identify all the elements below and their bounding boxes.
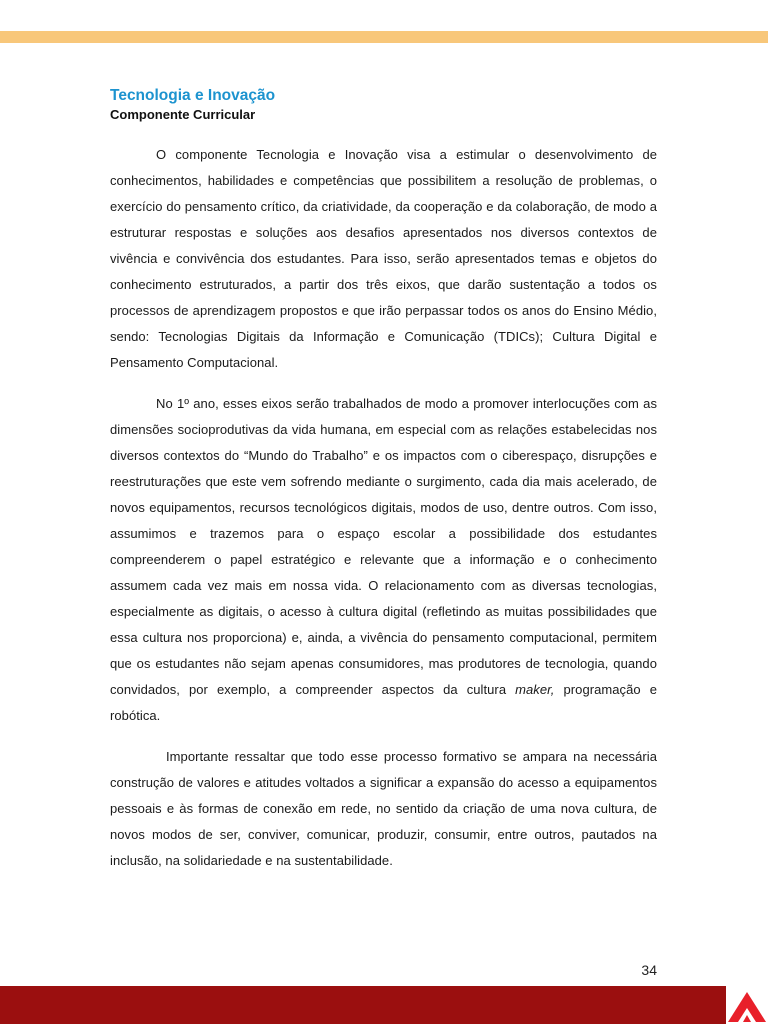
footer-decorative-bar <box>0 986 726 1024</box>
page-number: 34 <box>641 962 657 978</box>
mountain-logo-icon <box>726 986 768 1024</box>
paragraph-3: Importante ressaltar que todo esse processo formativo se ampara na necessária construção de valores e atitudes voltados a significar a expansão do acesso a equipamentos pessoais e às formas de conexão em rede, no sentido da criação de uma nova cultura, de novos modos de ser, conviver, comunicar, produzir, consumir, entre outros, pautados na inclusão, na solidariedade e na sustentabilidade. <box>110 749 657 868</box>
paragraph-2-text-end: programação e robótica. <box>110 682 657 723</box>
section-subtitle: Componente Curricular <box>110 107 256 122</box>
paragraph-2-italic-term: maker, <box>515 682 555 697</box>
paragraph-1: O componente Tecnologia e Inovação visa a estimular o desenvolvimento de conhecimentos, habilidades e competências que possibilitem a resolução de problemas, o exercício do pensamento crítico, da criatividade, da cooperação e da colaboração, de modo a estruturar respostas e soluções aos desafios apresentados nos diversos contextos de vivência e convivência dos estudantes. Para isso, serão apresentados temas e objetos do conhecimento estruturados, a partir dos três eixos, que darão sustentação a todos os processos de aprendizagem propostos e que irão perpassar todos os anos do Ensino Médio, sendo: Tecnologias Digitais da Informação e Comunicação (TDICs); Cultura Digital e Pensamento Computacional. <box>110 147 657 370</box>
section-title: Tecnologia e Inovação <box>110 87 276 104</box>
header-decorative-bar <box>0 31 768 43</box>
paragraph-2-text: No 1º ano, esses eixos serão trabalhados de modo a promover interlocuções com as dimensões socioprodutivas da vida humana, em especial com as relações estabelecidas nos diversos contextos do “Mundo do Trabalho” e os impactos com o ciberespaço, disrupções e reestruturações que este vem sofrendo mediante o surgimento, cada dia mais acelerado, de novos equipamentos, recursos tecnológicos digitais, modos de uso, dentre outros. Com isso, assumimos e trazemos para o espaço escolar a possibilidade dos estudantes compreenderem o papel estratégico e relevante que a informação e o conhecimento assumem cada vez mais em nossa vida. O relacionamento com as diversas tecnologias, especialmente as digitais, o acesso à cultura digital (refletindo as muitas possibilidades que essa cultura nos proporciona) e, ainda, a vivência do pensamento computacional, permitem que os estudantes não sejam apenas consumidores, mas produtores de tecnologia, quando convidados, por exemplo, a compreender aspectos da cultura <box>110 396 657 697</box>
logo-graphic <box>726 986 768 1024</box>
page-content <box>110 86 657 889</box>
paragraph-2 <box>110 391 657 729</box>
